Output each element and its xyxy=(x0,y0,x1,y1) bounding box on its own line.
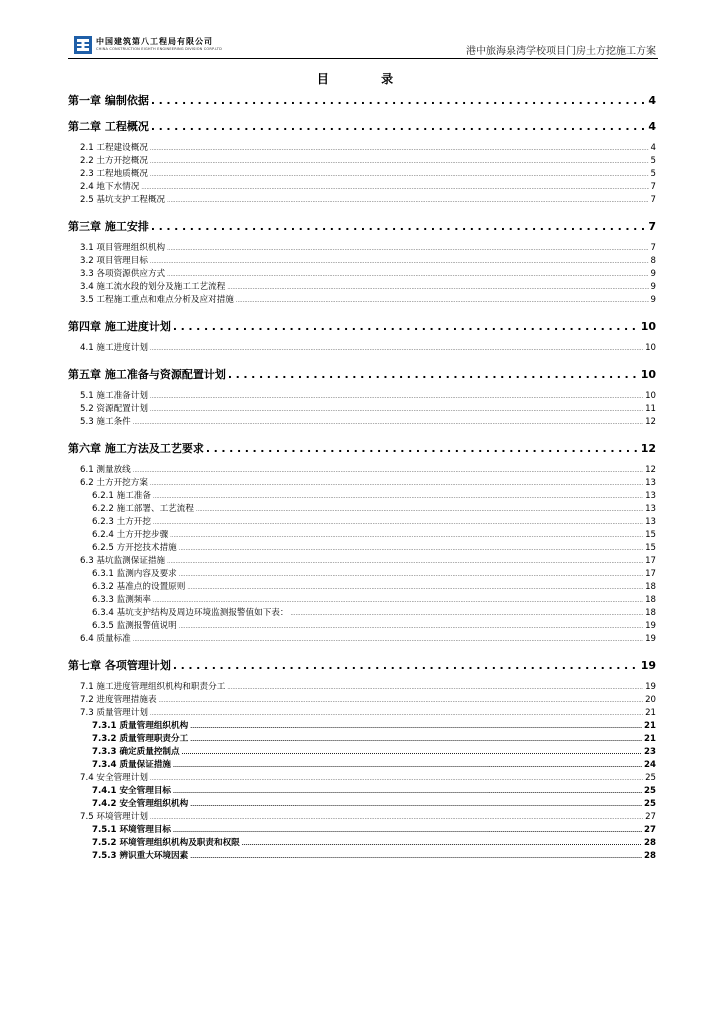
toc-section-entry[interactable] xyxy=(68,771,656,783)
document-title: 港中旅海泉湾学校项目门房土方挖施工方案 xyxy=(466,46,656,57)
toc-entry-page: 13 xyxy=(645,504,656,514)
toc-section-entry[interactable] xyxy=(68,193,656,205)
toc-entry-label: 第三章 施工安排 xyxy=(68,220,149,233)
toc-entry-label: 5.3 施工条件 xyxy=(80,417,131,427)
toc-entry-label: 第五章 施工准备与资源配置计划 xyxy=(68,368,226,381)
toc-leader-dots xyxy=(150,773,643,783)
toc-leader-dots xyxy=(151,94,647,107)
toc-entry-label: 7.3.3 确定质量控制点 xyxy=(92,747,180,757)
toc-leader-dots xyxy=(182,747,642,757)
toc-entry-page: 17 xyxy=(645,569,656,579)
toc-entry-label: 2.4 地下水情况 xyxy=(80,182,140,192)
toc-entry-page: 5 xyxy=(650,156,656,166)
toc-entry-label: 7.2 进度管理措施表 xyxy=(80,695,157,705)
toc-entry-page: 21 xyxy=(644,721,656,731)
toc-leader-dots xyxy=(150,812,643,822)
toc-leader-dots xyxy=(170,530,643,540)
toc-entry-page: 12 xyxy=(645,417,656,427)
toc-leader-dots xyxy=(179,569,643,579)
toc-section-entry[interactable] xyxy=(68,745,656,757)
toc-chapter-entry[interactable] xyxy=(68,440,656,454)
toc-section-entry[interactable] xyxy=(68,606,656,618)
toc-entry-page: 11 xyxy=(645,404,656,414)
toc-entry-page: 7 xyxy=(650,195,656,205)
toc-leader-dots xyxy=(150,143,649,153)
toc-entry-page: 19 xyxy=(645,634,656,644)
toc-entry-page: 23 xyxy=(644,747,656,757)
toc-leader-dots xyxy=(173,825,642,835)
toc-section-entry[interactable] xyxy=(68,593,656,605)
toc-leader-dots xyxy=(150,343,643,353)
toc-section-entry[interactable] xyxy=(68,810,656,822)
toc-entry-page: 27 xyxy=(645,812,656,822)
toc-section-entry[interactable] xyxy=(68,280,656,292)
toc-entry-label: 7.5.1 环境管理目标 xyxy=(92,825,172,835)
toc-entry-page: 7 xyxy=(650,182,656,192)
toc-entry-label: 7.4.2 安全管理组织机构 xyxy=(92,799,189,809)
toc-entry-page: 25 xyxy=(645,773,656,783)
toc-entry-label: 第七章 各项管理计划 xyxy=(68,659,171,672)
toc-entry-page: 19 xyxy=(640,659,656,672)
toc-section-entry[interactable] xyxy=(68,541,656,553)
toc-section-entry[interactable] xyxy=(68,567,656,579)
toc-entry-page: 27 xyxy=(644,825,656,835)
toc-entry-label: 5.2 资源配置计划 xyxy=(80,404,148,414)
toc-leader-dots xyxy=(179,543,643,553)
page-header xyxy=(68,34,656,58)
toc-leader-dots xyxy=(159,695,644,705)
toc-section-entry[interactable] xyxy=(68,415,656,427)
toc-section-entry[interactable] xyxy=(68,849,656,861)
toc-title: 目 录 xyxy=(316,72,408,86)
toc-entry-page: 4 xyxy=(648,94,656,107)
toc-entry-label: 7.3 质量管理计划 xyxy=(80,708,148,718)
toc-section-entry[interactable] xyxy=(68,580,656,592)
toc-leader-dots xyxy=(150,169,649,179)
toc-entry-page: 28 xyxy=(644,851,656,861)
toc-leader-dots xyxy=(173,786,642,796)
toc-chapter-entry[interactable] xyxy=(68,318,656,332)
toc-entry-label: 3.5 工程施工重点和难点分析及应对措施 xyxy=(80,295,234,305)
toc-entry-label: 7.1 施工进度管理组织机构和职责分工 xyxy=(80,682,226,692)
toc-entry-label: 6.3 基坑监测保证措施 xyxy=(80,556,166,566)
toc-entry-page: 17 xyxy=(645,556,656,566)
toc-section-entry[interactable] xyxy=(68,693,656,705)
toc-leader-dots xyxy=(150,156,649,166)
toc-leader-dots xyxy=(167,243,648,253)
toc-section-entry[interactable] xyxy=(68,389,656,401)
toc-entry-page: 4 xyxy=(650,143,656,153)
toc-entry-page: 24 xyxy=(644,760,656,770)
toc-leader-dots xyxy=(190,851,642,861)
toc-entry-page: 18 xyxy=(645,595,656,605)
toc-entry-page: 10 xyxy=(640,368,656,381)
toc-section-entry[interactable] xyxy=(68,154,656,166)
toc-entry-label: 7.5.2 环境管理组织机构及职责和权限 xyxy=(92,838,240,848)
company-name-en: CHINA CONSTRUCTION EIGHTH ENGINEERING DIVISION CORP.LTD xyxy=(96,47,222,51)
toc-chapter-entry[interactable] xyxy=(68,366,656,380)
toc-entry-page: 20 xyxy=(645,695,656,705)
toc-leader-dots xyxy=(242,838,642,848)
toc-leader-dots xyxy=(151,220,647,233)
toc-entry-label: 第四章 施工进度计划 xyxy=(68,320,171,333)
toc-leader-dots xyxy=(190,734,642,744)
toc-leader-dots xyxy=(190,799,642,809)
toc-entry-page: 12 xyxy=(645,465,656,475)
toc-section-entry[interactable] xyxy=(68,463,656,475)
toc-section-entry[interactable] xyxy=(68,515,656,527)
company-name: 中国建筑第八工程局有限公司 xyxy=(96,37,213,46)
toc-leader-dots xyxy=(167,269,648,279)
toc-entry-label: 6.2.2 施工部署、工艺流程 xyxy=(92,504,194,514)
toc-entry-page: 13 xyxy=(645,491,656,501)
toc-chapter-entry[interactable] xyxy=(68,657,656,671)
toc-leader-dots xyxy=(190,721,642,731)
toc-leader-dots xyxy=(167,195,648,205)
toc-section-entry[interactable] xyxy=(68,293,656,305)
toc-section-entry[interactable] xyxy=(68,489,656,501)
toc-entry-page: 9 xyxy=(650,269,656,279)
toc-entry-page: 18 xyxy=(645,582,656,592)
toc-entry-page: 25 xyxy=(644,799,656,809)
toc-entry-page: 5 xyxy=(650,169,656,179)
toc-entry-label: 第一章 编制依据 xyxy=(68,94,149,107)
toc-section-entry[interactable] xyxy=(68,719,656,731)
toc-section-entry[interactable] xyxy=(68,680,656,692)
toc-entry-label: 6.2.4 土方开挖步骤 xyxy=(92,530,169,540)
toc-entry-label: 7.4 安全管理计划 xyxy=(80,773,148,783)
toc-entry-label: 3.3 各项资源供应方式 xyxy=(80,269,166,279)
toc-section-entry[interactable] xyxy=(68,502,656,514)
toc-leader-dots xyxy=(179,621,643,631)
toc-section-entry[interactable] xyxy=(68,528,656,540)
toc-section-entry[interactable] xyxy=(68,180,656,192)
toc-section-entry[interactable] xyxy=(68,267,656,279)
toc-leader-dots xyxy=(236,295,649,305)
toc-entry-label: 3.4 施工流水段的划分及施工工艺流程 xyxy=(80,282,226,292)
toc-section-entry[interactable] xyxy=(68,619,656,631)
toc-leader-dots xyxy=(206,442,639,455)
toc-section-entry[interactable] xyxy=(68,784,656,796)
toc-section-entry[interactable] xyxy=(68,402,656,414)
toc-entry-label: 4.1 施工进度计划 xyxy=(80,343,148,353)
toc-entry-label: 5.1 施工准备计划 xyxy=(80,391,148,401)
toc-entry-page: 7 xyxy=(648,220,656,233)
toc-entry-label: 2.2 土方开挖概况 xyxy=(80,156,148,166)
toc-entry-label: 6.2.3 土方开挖 xyxy=(92,517,151,527)
cscec-logo-icon xyxy=(74,36,92,54)
toc-entry-page: 25 xyxy=(644,786,656,796)
toc-entry-label: 6.3.3 监测频率 xyxy=(92,595,151,605)
toc-chapter-entry[interactable] xyxy=(68,218,656,232)
toc-entry-page: 21 xyxy=(645,708,656,718)
toc-entry-label: 2.1 工程建设概况 xyxy=(80,143,148,153)
toc-section-entry[interactable] xyxy=(68,706,656,718)
toc-entry-page: 21 xyxy=(644,734,656,744)
toc-section-entry[interactable] xyxy=(68,758,656,770)
toc-entry-label: 6.2.5 方开挖技术措施 xyxy=(92,543,177,553)
toc-entry-label: 6.2.1 施工准备 xyxy=(92,491,151,501)
toc-chapter-entry[interactable] xyxy=(68,92,656,106)
toc-leader-dots xyxy=(173,659,639,672)
toc-leader-dots xyxy=(150,708,643,718)
toc-section-entry[interactable] xyxy=(68,554,656,566)
toc-entry-page: 12 xyxy=(640,442,656,455)
toc-leader-dots xyxy=(151,120,647,133)
toc-leader-dots xyxy=(150,478,643,488)
toc-entry-label: 3.1 项目管理组织机构 xyxy=(80,243,166,253)
toc-leader-dots xyxy=(153,491,643,501)
toc-entry-label: 7.3.2 质量管理职责分工 xyxy=(92,734,189,744)
toc-section-entry[interactable] xyxy=(68,341,656,353)
toc-leader-dots xyxy=(150,404,643,414)
toc-entry-page: 19 xyxy=(645,682,656,692)
toc-entry-label: 6.3.5 监测报警值说明 xyxy=(92,621,177,631)
toc-entry-label: 3.2 项目管理目标 xyxy=(80,256,148,266)
toc-leader-dots xyxy=(153,517,643,527)
toc-leader-dots xyxy=(173,760,642,770)
toc-leader-dots xyxy=(153,595,643,605)
toc-entry-page: 28 xyxy=(644,838,656,848)
toc-section-entry[interactable] xyxy=(68,632,656,644)
toc-section-entry[interactable] xyxy=(68,732,656,744)
toc-entry-label: 6.4 质量标准 xyxy=(80,634,131,644)
toc-section-entry[interactable] xyxy=(68,254,656,266)
toc-entry-page: 19 xyxy=(645,621,656,631)
toc-leader-dots xyxy=(196,504,643,514)
toc-chapter-entry[interactable] xyxy=(68,118,656,132)
toc-entry-page: 15 xyxy=(645,530,656,540)
toc-entry-label: 6.3.2 基准点的设置原则 xyxy=(92,582,186,592)
toc-entry-page: 9 xyxy=(650,282,656,292)
toc-entry-label: 2.5 基坑支护工程概况 xyxy=(80,195,166,205)
toc-entry-label: 7.5 环境管理计划 xyxy=(80,812,148,822)
toc-leader-dots xyxy=(187,582,643,592)
toc-entry-label: 7.3.1 质量管理组织机构 xyxy=(92,721,189,731)
toc-entry-page: 15 xyxy=(645,543,656,553)
toc-entry-page: 10 xyxy=(645,343,656,353)
toc-leader-dots xyxy=(150,391,643,401)
toc-entry-page: 8 xyxy=(650,256,656,266)
toc-entry-label: 第二章 工程概况 xyxy=(68,120,149,133)
toc-entry-page: 10 xyxy=(640,320,656,333)
toc-section-entry[interactable] xyxy=(68,241,656,253)
toc-entry-page: 10 xyxy=(645,391,656,401)
toc-entry-label: 7.4.1 安全管理目标 xyxy=(92,786,172,796)
toc-entry-page: 13 xyxy=(645,478,656,488)
toc-leader-dots xyxy=(141,182,648,192)
toc-section-entry[interactable] xyxy=(68,797,656,809)
toc-section-entry[interactable] xyxy=(68,836,656,848)
toc-leader-dots xyxy=(227,282,648,292)
toc-leader-dots xyxy=(173,320,639,333)
toc-section-entry[interactable] xyxy=(68,823,656,835)
toc-entry-page: 7 xyxy=(650,243,656,253)
toc-entry-page: 13 xyxy=(645,517,656,527)
toc-entry-page: 18 xyxy=(645,608,656,618)
toc-entry-label: 第六章 施工方法及工艺要求 xyxy=(68,442,204,455)
toc-leader-dots xyxy=(133,465,643,475)
toc-entry-label: 6.1 测量放线 xyxy=(80,465,131,475)
toc-entry-label: 7.3.4 质量保证措施 xyxy=(92,760,172,770)
toc-leader-dots xyxy=(133,417,643,427)
toc-entry-label: 6.3.1 监测内容及要求 xyxy=(92,569,177,579)
toc-entry-label: 7.5.3 辨识重大环境因素 xyxy=(92,851,189,861)
toc-section-entry[interactable] xyxy=(68,167,656,179)
toc-section-entry[interactable] xyxy=(68,476,656,488)
toc-entry-page: 9 xyxy=(650,295,656,305)
toc-leader-dots xyxy=(133,634,643,644)
toc-leader-dots xyxy=(167,556,643,566)
toc-section-entry[interactable] xyxy=(68,141,656,153)
toc-leader-dots xyxy=(290,608,643,618)
toc-entry-page: 4 xyxy=(648,120,656,133)
toc-leader-dots xyxy=(150,256,649,266)
toc-entry-label: 2.3 工程地质概况 xyxy=(80,169,148,179)
toc-leader-dots xyxy=(228,368,639,381)
header-divider xyxy=(68,58,658,59)
toc-entry-label: 6.3.4 基坑支护结构及周边环境监测报警值如下表： xyxy=(92,608,289,618)
toc-leader-dots xyxy=(227,682,643,692)
toc-entry-label: 6.2 土方开挖方案 xyxy=(80,478,148,488)
